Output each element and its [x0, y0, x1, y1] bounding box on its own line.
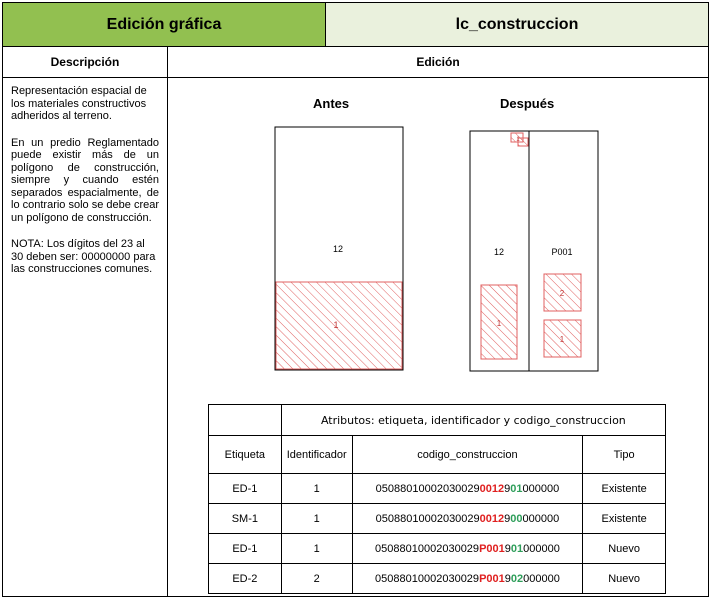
code-part-type: 9 — [504, 482, 511, 495]
code-part-red: 0012 — [479, 482, 505, 495]
header-identificador: Identificador — [281, 436, 352, 474]
cell-tipo: Existente — [583, 504, 666, 534]
table-header-row — [209, 436, 666, 474]
cell-codigo — [352, 534, 583, 564]
cell-identificador: 1 — [281, 474, 352, 504]
cell-identificador: 1 — [281, 504, 352, 534]
description-note: NOTA: Los dígitos del 23 al 30 deben ser: 00000000 para las construcciones comunes. — [11, 238, 156, 275]
cell-identificador: 1 — [281, 534, 352, 564]
code-part-base: 05088010002030029 — [375, 572, 480, 585]
before-parcel-label: 12 — [332, 244, 344, 254]
code-part-red: P001 — [479, 542, 505, 555]
cell-etiqueta: ED-1 — [209, 474, 282, 504]
code-part-base: 05088010002030029 — [375, 512, 480, 525]
header-etiqueta: Etiqueta — [209, 436, 282, 474]
header-tipo: Tipo — [583, 436, 666, 474]
cell-etiqueta: ED-1 — [209, 534, 282, 564]
header-codigo-construccion: codigo_construccion — [352, 436, 583, 474]
cell-etiqueta: SM-1 — [209, 504, 282, 534]
description-paragraph-1: Representación espacial de los materiales constructivos adheridos al terreno. — [11, 85, 147, 122]
code-part-green: 00 — [510, 512, 523, 525]
code-part-red: P001 — [479, 572, 505, 585]
code-part-green: 02 — [510, 572, 524, 585]
after-right-parcel-label: P001 — [551, 247, 573, 257]
header-left-title: Edición gráfica — [106, 15, 222, 33]
description-paragraph-2: En un predio Reglamentado puede existir más de un polígono de construcción, siempre y cuando estén separados espacialmente, de lo contrario solo se debe crear un polígono de construcción. — [11, 136, 159, 224]
before-label: Antes — [313, 96, 350, 111]
code-part-green: 01 — [510, 482, 523, 495]
cell-identificador: 2 — [281, 564, 352, 594]
table-row — [209, 504, 666, 534]
cell-tipo: Nuevo — [583, 564, 666, 594]
cell-tipo: Nuevo — [583, 534, 666, 564]
after-left-parcel-label: 12 — [493, 247, 505, 257]
code-part-type: 9 — [504, 542, 511, 555]
code-part-type: 9 — [504, 512, 511, 525]
column-edition-label: Edición — [416, 55, 460, 69]
table-corner-cell — [209, 405, 282, 436]
code-part-tail: 000000 — [523, 572, 560, 585]
table-row — [209, 474, 666, 504]
code-part-red: 0012 — [479, 512, 505, 525]
code-part-type: 9 — [504, 572, 511, 585]
header-right-title: lc_construccion — [455, 15, 579, 33]
code-part-base: 05088010002030029 — [375, 482, 480, 495]
code-part-green: 01 — [510, 542, 524, 555]
attributes-table — [208, 404, 666, 594]
table-row — [209, 534, 666, 564]
cell-etiqueta: ED-2 — [209, 564, 282, 594]
cell-tipo: Existente — [583, 474, 666, 504]
code-part-tail: 000000 — [522, 482, 560, 495]
after-label: Después — [500, 96, 555, 111]
before-construction-label: 1 — [333, 320, 339, 330]
after-left-construction-label: 1 — [496, 319, 502, 328]
cell-codigo — [352, 504, 583, 534]
code-part-tail: 000000 — [522, 512, 560, 525]
code-part-tail: 000000 — [523, 542, 560, 555]
after-top-small-label: 1 — [516, 137, 520, 143]
table-caption: Atributos: etiqueta, identificador y codigo_construccion — [281, 405, 665, 436]
code-part-base: 05088010002030029 — [375, 542, 480, 555]
cell-codigo — [352, 564, 583, 594]
cell-codigo — [352, 474, 583, 504]
table-caption-row — [209, 405, 666, 436]
after-right-top-construction-label: 2 — [559, 289, 565, 298]
column-description-label: Descripción — [50, 55, 120, 69]
before-construction-polygon — [276, 282, 402, 369]
after-right-bottom-construction-label: 1 — [559, 335, 565, 344]
table-row — [209, 564, 666, 594]
